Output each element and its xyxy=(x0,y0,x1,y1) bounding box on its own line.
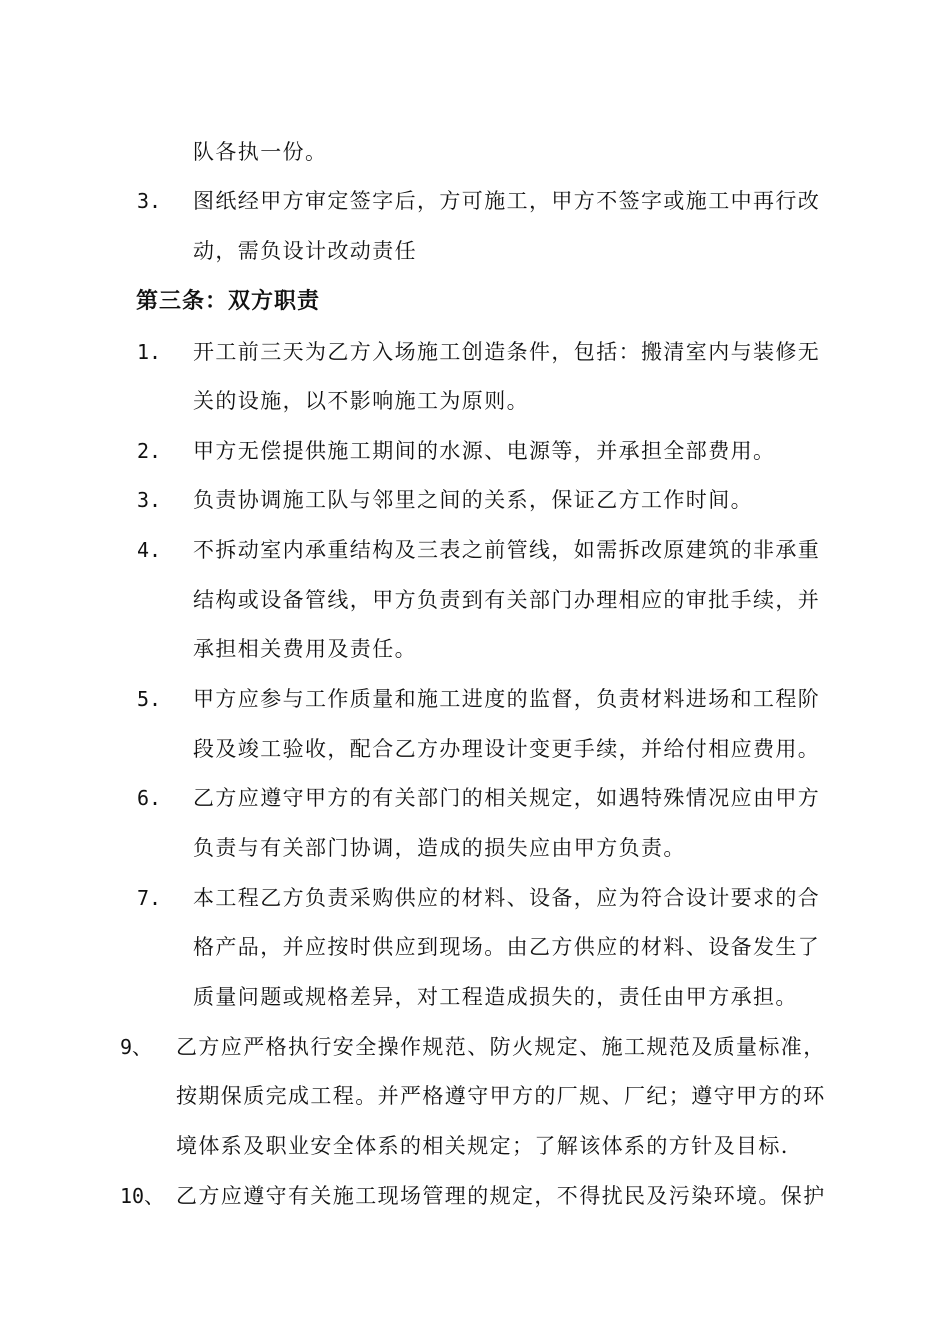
item-text-line: 负责与有关部门协调，造成的损失应由甲方负责。 xyxy=(193,836,686,860)
item-number: 5. xyxy=(137,687,162,711)
item-text-line: 开工前三天为乙方入场施工创造条件，包括：搬清室内与装修无 xyxy=(193,340,821,364)
item-number: 10、 xyxy=(120,1184,165,1208)
item-text-line: 质量问题或规格差异，对工程造成损失的，责任由甲方承担。 xyxy=(193,985,798,1009)
item-number: 1. xyxy=(137,340,162,364)
item-text-line: 格产品，并应按时供应到现场。由乙方供应的材料、设备发生了 xyxy=(193,935,821,959)
item-text-line: 甲方应参与工作质量和施工进度的监督，负责材料进场和工程阶 xyxy=(193,687,821,711)
item-text-line: 关的设施，以不影响施工为原则。 xyxy=(193,389,529,413)
item-text-line: 不拆动室内承重结构及三表之前管线，如需拆改原建筑的非承重 xyxy=(193,538,821,562)
section-heading: 第三条：双方职责 xyxy=(136,289,321,314)
item-text-line: 乙方应遵守有关施工现场管理的规定，不得扰民及污染环境。保护 xyxy=(176,1184,826,1208)
item-text-line: 境体系及职业安全体系的相关规定；了解该体系的方针及目标. xyxy=(176,1134,789,1158)
item-number: 3. xyxy=(137,488,162,512)
item-text-line: 图纸经甲方审定签字后，方可施工，甲方不签字或施工中再行改 xyxy=(193,189,821,213)
item-text-line: 承担相关费用及责任。 xyxy=(193,637,417,661)
item-text-line: 按期保质完成工程。并严格遵守甲方的厂规、厂纪；遵守甲方的环 xyxy=(176,1084,826,1108)
item-number: 4. xyxy=(137,538,162,562)
item-number: 6. xyxy=(137,786,162,810)
item-text-line: 动，需负设计改动责任 xyxy=(193,239,417,263)
item-text-line: 甲方无偿提供施工期间的水源、电源等，并承担全部费用。 xyxy=(193,439,776,463)
item-text-line: 本工程乙方负责采购供应的材料、设备，应为符合设计要求的合 xyxy=(193,886,821,910)
continued-text-line: 队各执一份。 xyxy=(193,140,328,164)
item-text-line: 负责协调施工队与邻里之间的关系，保证乙方工作时间。 xyxy=(193,488,753,512)
item-text-line: 结构或设备管线，甲方负责到有关部门办理相应的审批手续，并 xyxy=(193,588,821,612)
item-number: 9、 xyxy=(120,1035,153,1059)
item-text-line: 乙方应严格执行安全操作规范、防火规定、施工规范及质量标准， xyxy=(176,1035,826,1059)
item-text-line: 乙方应遵守甲方的有关部门的相关规定，如遇特殊情况应由甲方 xyxy=(193,786,821,810)
item-text-line: 段及竣工验收，配合乙方办理设计变更手续，并给付相应费用。 xyxy=(193,737,821,761)
item-number: 7. xyxy=(137,886,162,910)
item-number: 2. xyxy=(137,439,162,463)
item-number: 3. xyxy=(137,189,162,213)
